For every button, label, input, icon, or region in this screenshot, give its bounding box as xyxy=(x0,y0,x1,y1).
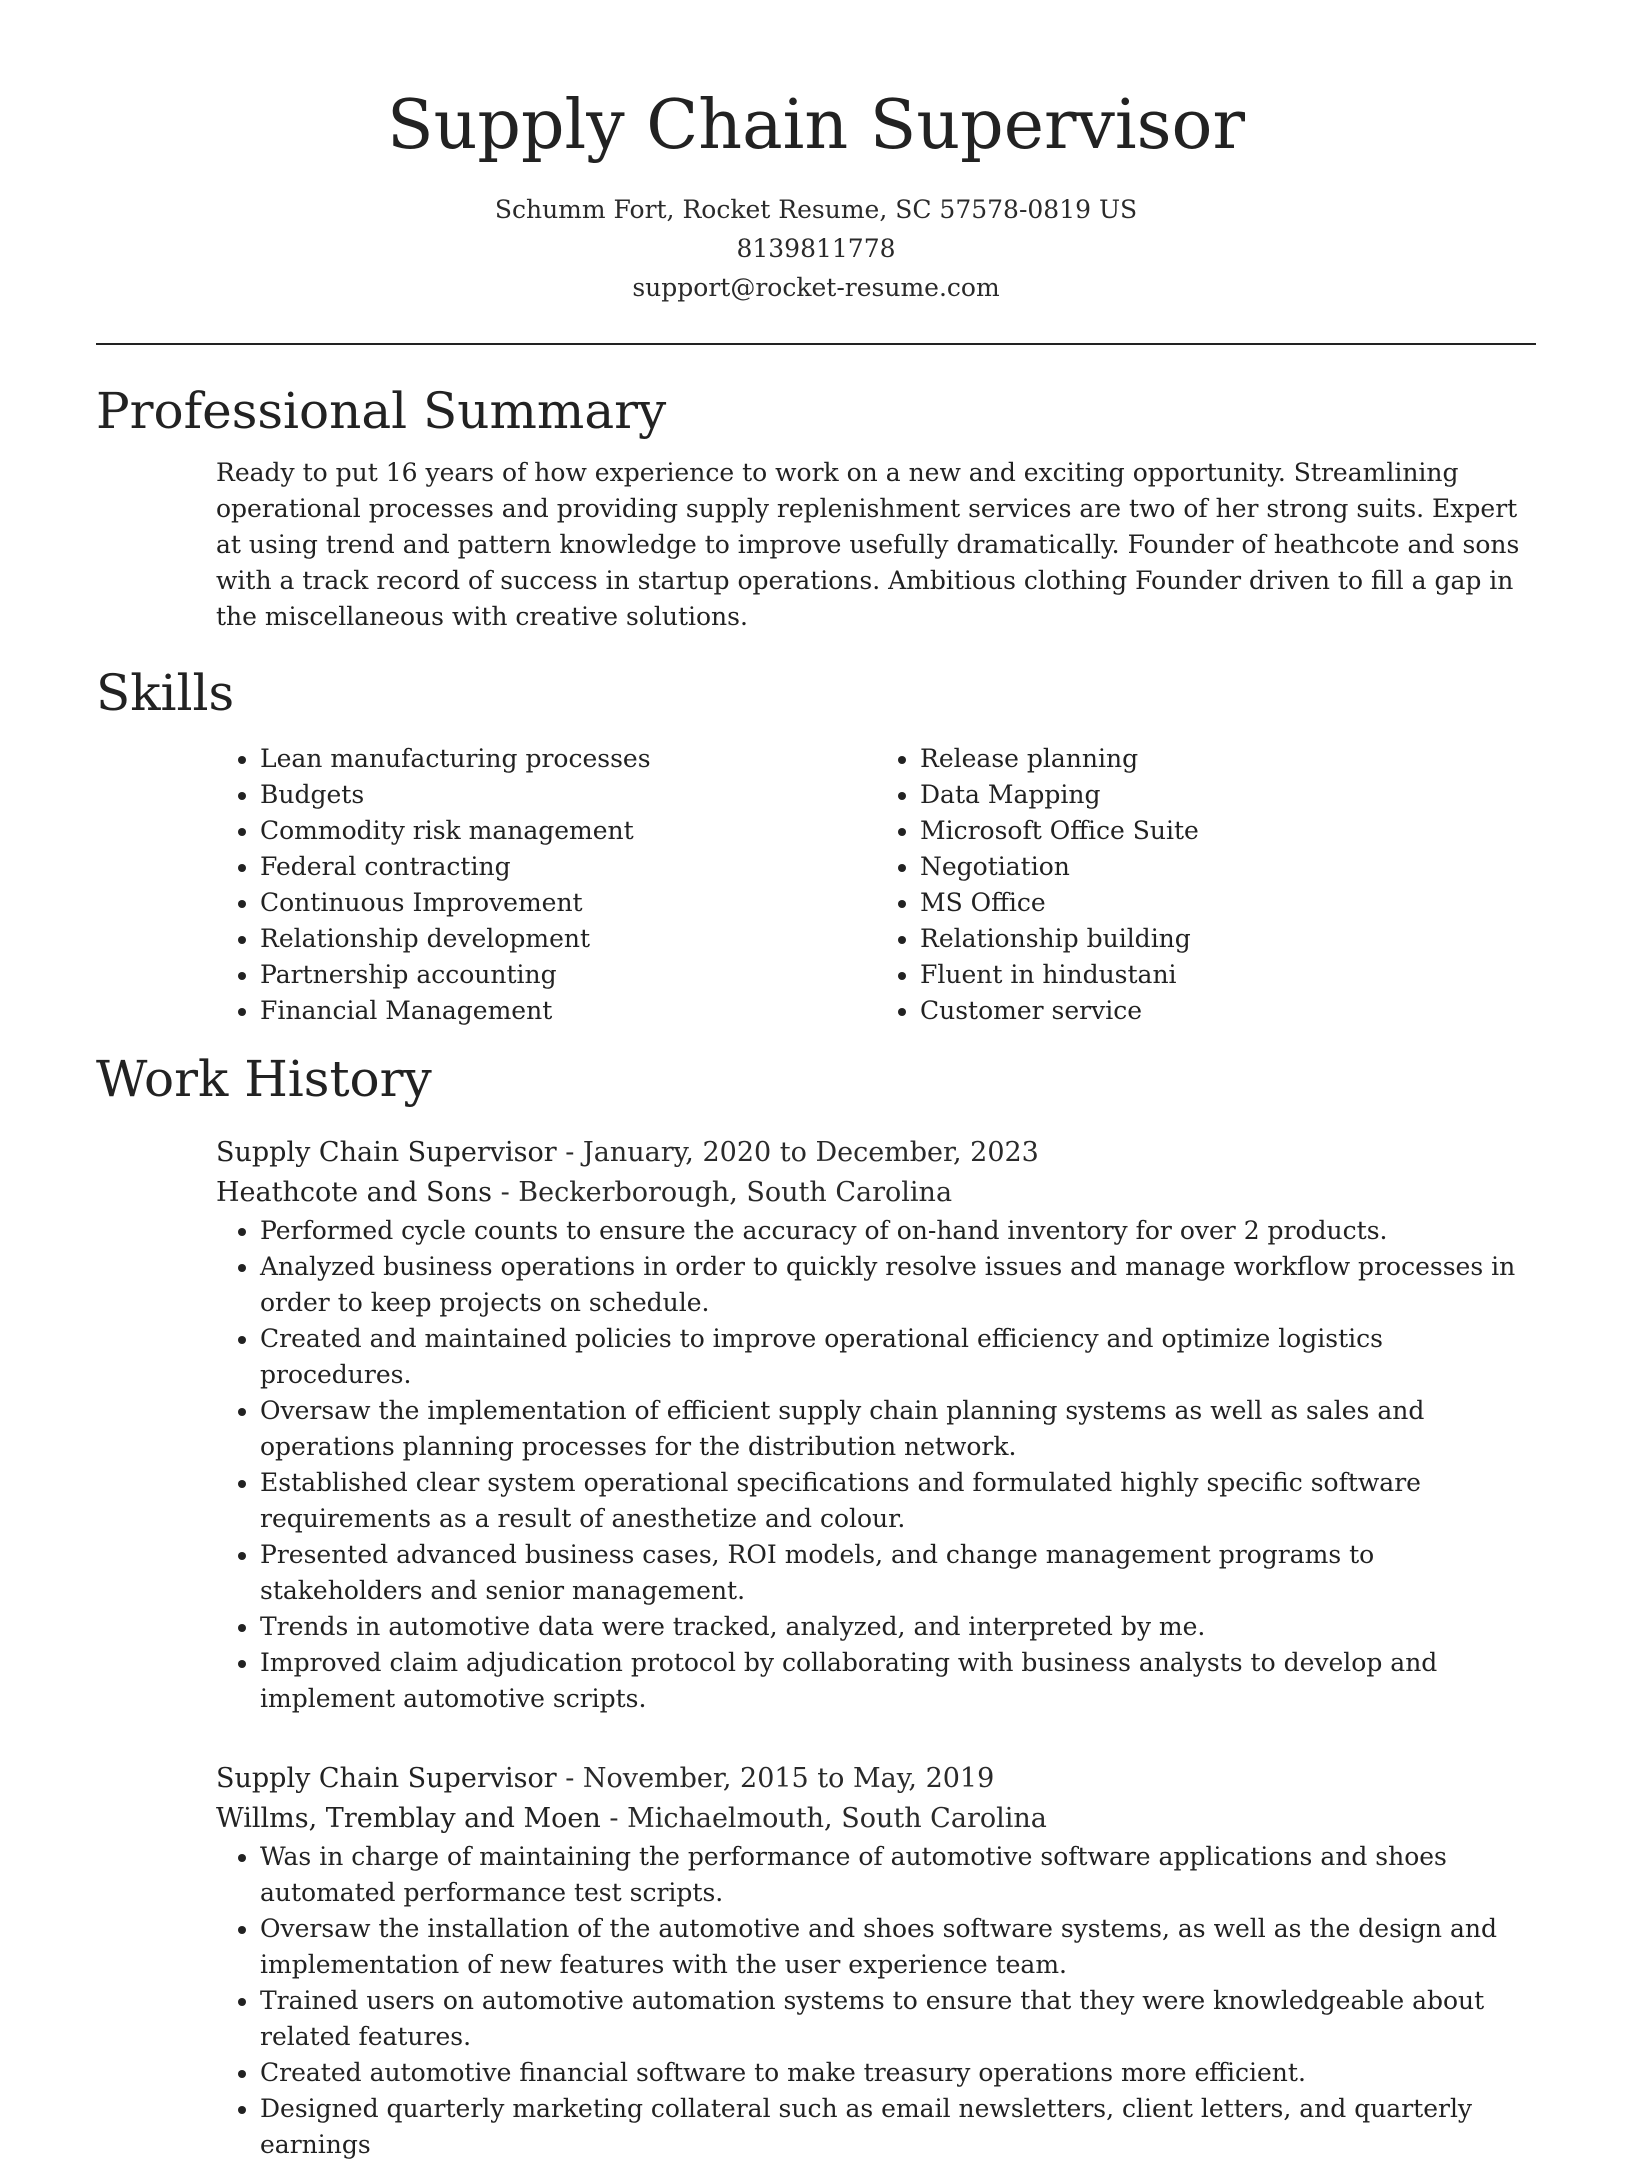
job-duty: • Presented advanced business cases, ROI models, and change management programs to stakeholders and senior management. xyxy=(260,1537,1536,1609)
job-duty: • Oversaw the installation of the automotive and shoes software systems, as well as the design and implementation of new features with the user experience team. xyxy=(260,1911,1536,1983)
header-divider xyxy=(96,343,1536,345)
job-title-line xyxy=(216,1759,1536,1799)
job-duty: • Created automotive financial software to make treasury operations more efficient. xyxy=(260,2055,1536,2091)
skill-item: • MS Office xyxy=(920,885,1536,921)
job-duty: • Analyzed business operations in order to quickly resolve issues and manage workflow processes in order to keep projects on schedule. xyxy=(260,1249,1536,1321)
job-company: Willms, Tremblay and Moen xyxy=(216,1803,601,1834)
contact-block xyxy=(0,190,1632,307)
skills-column-right xyxy=(876,741,1536,1029)
job-duty: • Was in charge of maintaining the performance of automotive software applications and shoes automated performance test scripts. xyxy=(260,1839,1536,1911)
skill-item: • Commodity risk management xyxy=(260,813,876,849)
job-duty: • Trends in automotive data were tracked, analyzed, and interpreted by me. xyxy=(260,1609,1536,1645)
job-company-line xyxy=(216,1173,1536,1213)
skill-item: • Continuous Improvement xyxy=(260,885,876,921)
job-duty: • Designed quarterly marketing collateral such as email newsletters, client letters, and quarterly earnings xyxy=(260,2091,1536,2163)
professional-summary-section xyxy=(0,381,1632,635)
job-duties xyxy=(216,1213,1536,1717)
skill-item: • Partnership accounting xyxy=(260,957,876,993)
job-entry xyxy=(216,1133,1536,1717)
email: support@rocket-resume.com xyxy=(632,273,1000,302)
job-duty: • Trained users on automotive automation systems to ensure that they were knowledgeable about related features. xyxy=(260,1983,1536,2055)
job-duty: • Improved claim adjudication protocol by collaborating with business analysts to develop and implement automotive scripts. xyxy=(260,1645,1536,1717)
skill-item: • Release planning xyxy=(920,741,1536,777)
job-location: - Michaelmouth, South Carolina xyxy=(600,1803,1047,1834)
job-company-line xyxy=(216,1799,1536,1839)
job-duties xyxy=(216,1839,1536,2163)
job-title-line xyxy=(216,1133,1536,1173)
skills-section xyxy=(0,663,1632,1029)
skill-item: • Microsoft Office Suite xyxy=(920,813,1536,849)
skill-item: • Relationship building xyxy=(920,921,1536,957)
job-title: Supply Chain Supervisor xyxy=(216,1137,557,1168)
job-entry xyxy=(216,1759,1536,2163)
job-location: - Beckerborough, South Carolina xyxy=(492,1177,953,1208)
job-duty: • Created and maintained policies to improve operational efficiency and optimize logistics procedures. xyxy=(260,1321,1536,1393)
skill-item: • Lean manufacturing processes xyxy=(260,741,876,777)
skill-item: • Relationship development xyxy=(260,921,876,957)
skill-item: • Customer service xyxy=(920,993,1536,1029)
skill-item: • Negotiation xyxy=(920,849,1536,885)
job-title: Supply Chain Supervisor xyxy=(216,1763,557,1794)
work-history-section xyxy=(0,1049,1632,2163)
section-heading-work: Work History xyxy=(96,1050,432,1108)
section-heading-summary: Professional Summary xyxy=(96,382,667,440)
job-duty: • Established clear system operational specifications and formulated highly specific software requirements as a result of anesthetize and colour. xyxy=(260,1465,1536,1537)
skill-item: • Financial Management xyxy=(260,993,876,1029)
job-company: Heathcote and Sons xyxy=(216,1177,492,1208)
skills-grid xyxy=(216,741,1536,1029)
job-dates: - January, 2020 to December, 2023 xyxy=(556,1137,1039,1168)
job-duty: • Oversaw the implementation of efficient supply chain planning systems as well as sales and operations planning processes for the distribution network. xyxy=(260,1393,1536,1465)
job-duty: • Performed cycle counts to ensure the accuracy of on-hand inventory for over 2 products. xyxy=(260,1213,1536,1249)
candidate-name: Supply Chain Supervisor xyxy=(387,86,1245,165)
skills-column-left xyxy=(216,741,876,1029)
skill-item: • Fluent in hindustani xyxy=(920,957,1536,993)
section-heading-skills: Skills xyxy=(96,664,235,722)
resume-header xyxy=(0,0,1632,307)
skill-item: • Budgets xyxy=(260,777,876,813)
summary-text: Ready to put 16 years of how experience to work on a new and exciting opportunity. Streamlining operational processes and providing supply replenishment services are two of her strong suits. Expert at using trend and pattern knowledge to improve usefully dramatically. Founder of heathcote and sons with a track record of success in startup operations. Ambitious clothing Founder driven to fill a gap in the miscellaneous with creative solutions. xyxy=(216,458,1520,631)
skill-item: • Federal contracting xyxy=(260,849,876,885)
job-dates: - November, 2015 to May, 2019 xyxy=(556,1763,995,1794)
skill-item: • Data Mapping xyxy=(920,777,1536,813)
address: Schumm Fort, Rocket Resume, SC 57578-0819 US xyxy=(494,195,1138,224)
phone: 8139811778 xyxy=(736,234,896,263)
